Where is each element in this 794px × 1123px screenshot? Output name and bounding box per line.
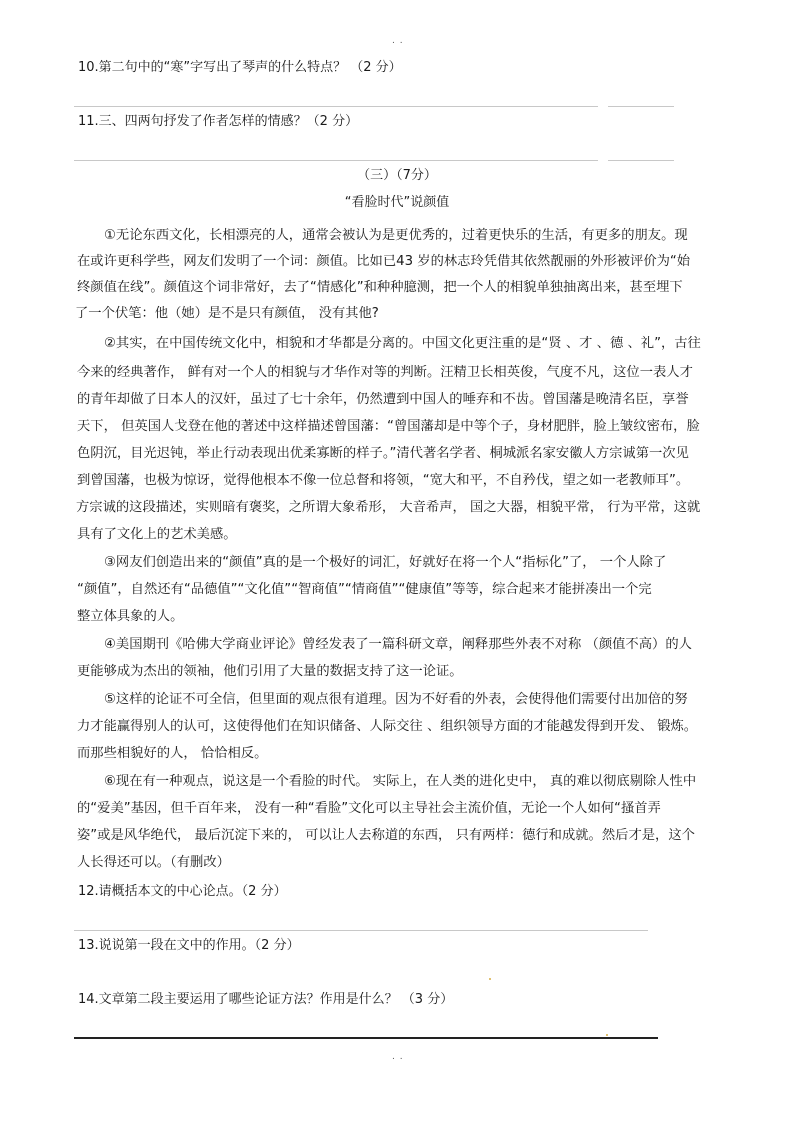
- article-line: 今来的经典著作， 鲜有对一个人的相貌与才华作对等的判断。汪精卫长相英俊，气度不凡，这位一表人才: [77, 365, 693, 380]
- section-label: （三）（7分）: [357, 168, 437, 183]
- article-line: 的“爱美”基因，但千百年来， 没有一种“看脸”文化可以主导社会主流价值，无论一个人如何“搔首弄: [77, 801, 661, 816]
- question-11: 11.三、四两句抒发了作者怎样的情感？（2 分）: [78, 114, 359, 129]
- answer-line: [74, 1037, 658, 1039]
- question-14: 14.文章第二段主要运用了哪些论证方法？作用是什么？ （3 分）: [78, 992, 454, 1007]
- answer-line: [608, 106, 674, 107]
- article-line: 整立体具象的人。: [77, 609, 184, 624]
- article-line: 的青年却做了日本人的汉奸，虽过了七十余年，仍然遭到中国人的唾弃和不齿。曾国藩是晚清名臣，享誉: [77, 392, 689, 407]
- article-line: ⑤这样的论证不可全信，但里面的观点很有道理。因为不好看的外表，会使得他们需要付出加倍的努: [104, 692, 688, 707]
- article-line: 姿”或是风华绝代， 最后沉淀下来的， 可以让人去称道的东西， 只有两样：德行和成就。然后才是，这个: [77, 828, 695, 843]
- article-line: 更能够成为杰出的领袖，他们引用了大量的数据支持了这一论证。: [77, 664, 463, 679]
- article-line: ②其实，在中国传统文化中，相貌和才华都是分离的。中国文化更注重的是“贤 、才 、德 、礼”，古往: [104, 336, 701, 351]
- page-marker-top: . .: [392, 36, 404, 46]
- page-marker-bottom: . .: [392, 1052, 404, 1062]
- article-line: 力才能赢得别人的认可，这使得他们在知识储备、人际交往 、组织领导方面的才能越发得到开发、 锻炼。: [77, 719, 698, 734]
- article-title: “看脸时代”说颜值: [344, 195, 450, 210]
- article-line: 色阴沉，目光迟钝，举止行动表现出优柔寡断的样子。”清代著名学者、桐城派名家安徽人方宗诚第一次见: [77, 446, 689, 461]
- article-line: 天下， 但英国人戈登在他的著述中这样描述曾国藩：“曾国藩却是中等个子，身材肥胖，脸上皱纹密布，脸: [77, 419, 700, 434]
- article-line: 了一个伏笔：他（她）是不是只有颜值， 没有其他?: [75, 306, 379, 321]
- article-line: ③网友们创造出来的“颜值”真的是一个极好的词汇，好就好在将一个人“指标化”了， 一个人除了: [104, 555, 667, 570]
- question-13: 13.说说第一段在文中的作用。（2 分）: [78, 938, 300, 953]
- answer-line: [608, 160, 674, 161]
- answer-line: [74, 160, 598, 161]
- answer-line: [74, 106, 598, 107]
- article-line: 到曾国藩，也极为惊讶，觉得他根本不像一位总督和将领，“宽大和平，不自矜伐，望之如一老教师耳”。: [77, 473, 690, 488]
- article-line: ④美国期刊《哈佛大学商业评论》曾经发表了一篇科研文章，阐释那些外表不对称 （颜值不高）的人: [104, 637, 692, 652]
- article-line: “颜值”，自然还有“品德值”“文化值”“智商值”“情商值”“健康值”等等，综合起来才能拼凑出一个完: [77, 582, 652, 597]
- scan-speck: [489, 978, 491, 980]
- question-12: 12.请概括本文的中心论点。（2 分）: [78, 884, 287, 899]
- article-line: 方宗诚的这段描述，实则暗有褒奖，之所谓大象希形， 大音希声， 国之大器，相貌平常， 行为平常，这就: [76, 500, 701, 515]
- question-10: 10.第二句中的“寒”字写出了琴声的什么特点？ （2 分）: [78, 60, 402, 75]
- answer-line: [74, 930, 648, 931]
- article-line: 终颜值在线”。颜值这个词非常好，去了“情感化”和种种臆测，把一个人的相貌单独抽离出来，甚至埋下: [77, 280, 683, 295]
- article-line: 具有了文化上的艺术美感。: [77, 527, 237, 542]
- article-line: ①无论东西文化，长相漂亮的人，通常会被认为是更优秀的，过着更快乐的生活，有更多的朋友。现: [104, 228, 688, 243]
- article-line: 人长得还可以。（有删改）: [77, 855, 230, 870]
- scan-speck: [606, 1034, 608, 1036]
- article-line: 在或许更科学些，网友们发明了一个词：颜值。比如已43 岁的林志玲凭借其依然靓丽的外形被评价为“始: [77, 254, 691, 269]
- article-line: 而那些相貌好的人， 恰恰相反。: [77, 746, 268, 761]
- article-line: ⑥现在有一种观点，说这是一个看脸的时代。 实际上，在人类的进化史中， 真的难以彻底剔除人性中: [104, 774, 697, 789]
